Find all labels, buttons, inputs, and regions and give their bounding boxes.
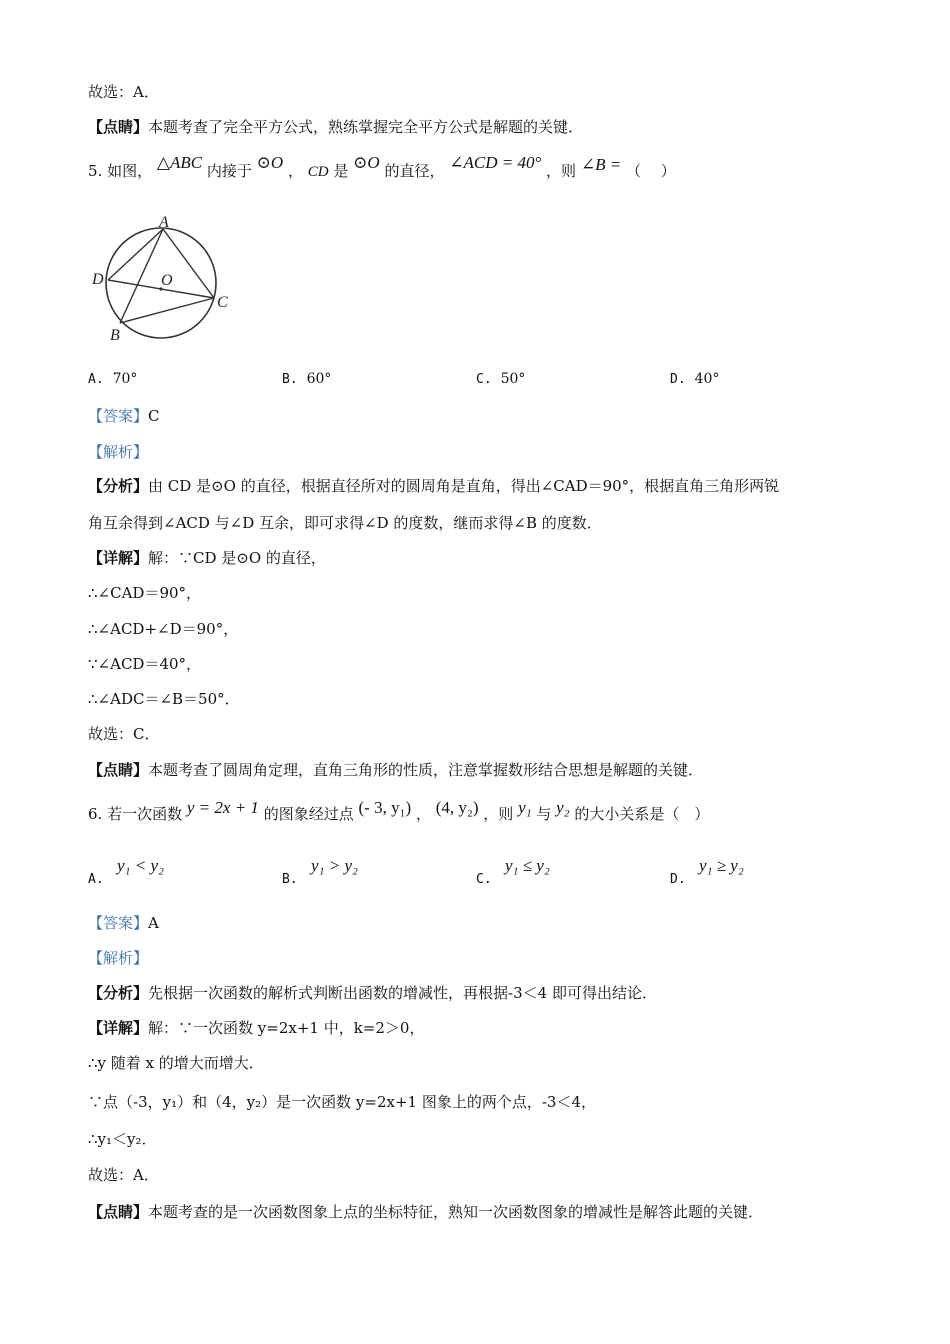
detail-text: 解：∵CD 是⊙O 的直径， [148, 549, 326, 567]
q6-t4: 的大小关系是（ ） [574, 805, 710, 823]
q5-step-2: ∴∠ACD+∠D＝90°， [88, 620, 239, 638]
comment-text: 本题考查了完全平方公式，熟练掌握完全平方公式是解题的关键． [148, 118, 584, 136]
comment-text: 本题考查的是一次函数图象上点的坐标特征，熟知一次函数图象的增减性是解答此题的关键． [148, 1203, 764, 1221]
q6-y1: y₁ [518, 798, 532, 817]
option-label: C. [476, 872, 492, 887]
q6-y2: y₂ [556, 798, 570, 817]
q6-fenxi-line [88, 983, 657, 1003]
option-label: B. [282, 372, 298, 387]
q5-choose: 故选：C． [88, 725, 160, 743]
answer-tag: 【答案】 [88, 407, 149, 425]
q6-t3: 与 [536, 805, 552, 823]
segment-bc [120, 298, 214, 323]
comment-tag: 【点睛】 [88, 761, 149, 779]
q6-point-2: (4, y₂) [435, 798, 479, 817]
q5-angle-b: ∠B = [580, 155, 622, 174]
q5-angle-acd: ∠ACD = 40° [449, 153, 542, 172]
fenxi-tag: 【分析】 [88, 477, 149, 495]
q6-step-2: ∵点（-3，y₁）和（4，y₂）是一次函数 y=2x+1 图象上的两个点，-3＜4， [88, 1093, 596, 1111]
q6-option-c [476, 856, 550, 887]
option-value: 50° [500, 371, 526, 387]
q6-prefix: 6. 若一次函数 [88, 805, 183, 823]
option-label: A. [88, 372, 104, 387]
q5-step-1: ∴∠CAD＝90°， [88, 584, 202, 602]
q6-t2: ，则 [483, 805, 514, 823]
option-value: 40° [694, 371, 720, 387]
q5-fenxi-line-1 [88, 476, 779, 496]
q6-detail-line [88, 1018, 424, 1038]
q6-step-3: ∴y₁＜y₂． [88, 1130, 157, 1148]
q6-function: y = 2x + 1 [186, 798, 259, 817]
comment-tag: 【点睛】 [88, 1203, 149, 1221]
q5-stem [88, 153, 676, 185]
q6-option-b [282, 856, 358, 887]
q6-comma: ， [415, 805, 431, 823]
option-value: 60° [306, 371, 332, 387]
comment-tag: 【点睛】 [88, 118, 149, 136]
q6-analysis-tag: 【解析】 [88, 949, 149, 967]
q5-t3: 是 [333, 162, 354, 180]
option-value: 70° [112, 371, 138, 387]
q5-option-c [476, 371, 525, 387]
comment-line-q4 [88, 117, 583, 137]
q5-option-b [282, 371, 331, 387]
q5-t1: 内接于 [206, 162, 257, 180]
label-b: B [110, 327, 120, 344]
option-label: D. [670, 372, 686, 387]
label-a: A [159, 214, 169, 231]
detail-text: 解：∵一次函数 y=2x+1 中，k=2＞0， [148, 1019, 425, 1037]
answer-tag: 【答案】 [88, 914, 149, 932]
option-label: A. [88, 872, 104, 887]
q5-fenxi-line-2: 角互余得到∠ACD 与∠D 互余，即可求得∠D 的度数，继而求得∠B 的度数． [88, 514, 602, 532]
q6-stem [88, 800, 709, 828]
label-d: D [92, 271, 104, 288]
label-c: C [217, 294, 228, 311]
q5-paren: （ ） [625, 162, 676, 180]
option-value: y₁ ≥ y₂ [699, 856, 744, 875]
option-value: y₁ > y₂ [311, 856, 358, 875]
label-o: O [161, 272, 173, 289]
segment-ab [120, 229, 163, 323]
q5-triangle: △ABC [156, 153, 203, 172]
detail-tag: 【详解】 [88, 549, 149, 567]
option-value: y₁ < y₂ [117, 856, 164, 875]
option-label: C. [476, 372, 492, 387]
option-label: B. [282, 872, 298, 887]
q5-step-4: ∴∠ADC＝∠B＝50°． [88, 690, 240, 708]
q5-t4: 的直径， [384, 162, 445, 180]
comment-text: 本题考查了圆周角定理，直角三角形的性质，注意掌握数形结合思想是解题的关键． [148, 761, 704, 779]
q5-step-3: ∵∠ACD＝40°， [88, 655, 202, 673]
q5-detail-line [88, 548, 326, 568]
q5-comment [88, 760, 703, 780]
answer-value: A [148, 914, 159, 932]
q5-analysis-tag: 【解析】 [88, 443, 149, 461]
q5-circle-o: ⊙O [256, 153, 284, 172]
fenxi-tag: 【分析】 [88, 984, 149, 1002]
q5-prefix: 5. 如图， [88, 162, 153, 180]
q5-t2: ， [287, 162, 303, 180]
q5-option-d [670, 371, 719, 387]
detail-tag: 【详解】 [88, 1019, 149, 1037]
q6-t1: 的图象经过点 [263, 805, 354, 823]
q5-circle-o-2: ⊙O [353, 153, 380, 172]
segment-ad [108, 229, 163, 280]
q6-option-d [670, 856, 744, 887]
q5-cd: CD [307, 164, 329, 180]
q6-answer [88, 913, 159, 933]
q6-point-1: (- 3, y₁) [358, 798, 412, 817]
circle-figure [86, 210, 236, 350]
q6-choose: 故选：A． [88, 1166, 159, 1184]
choose-line-q4: 故选：A． [88, 83, 159, 101]
q6-comment [88, 1202, 763, 1222]
q6-option-a [88, 856, 164, 887]
q5-answer [88, 406, 160, 426]
q6-step-1: ∴y 随着 x 的增大而增大． [88, 1054, 264, 1072]
q5-option-a [88, 371, 137, 387]
option-label: D. [670, 872, 686, 887]
fenxi-text: 先根据一次函数的解析式判断出函数的增减性，再根据-3＜4 即可得出结论． [148, 984, 657, 1002]
answer-value: C [148, 407, 160, 425]
fenxi-text-1: 由 CD 是⊙O 的直径，根据直径所对的圆周角是直角，得出∠CAD＝90°，根据直角三角形两锐 [148, 477, 780, 495]
q5-t5: ，则 [546, 162, 577, 180]
option-value: y₁ ≤ y₂ [505, 856, 550, 875]
